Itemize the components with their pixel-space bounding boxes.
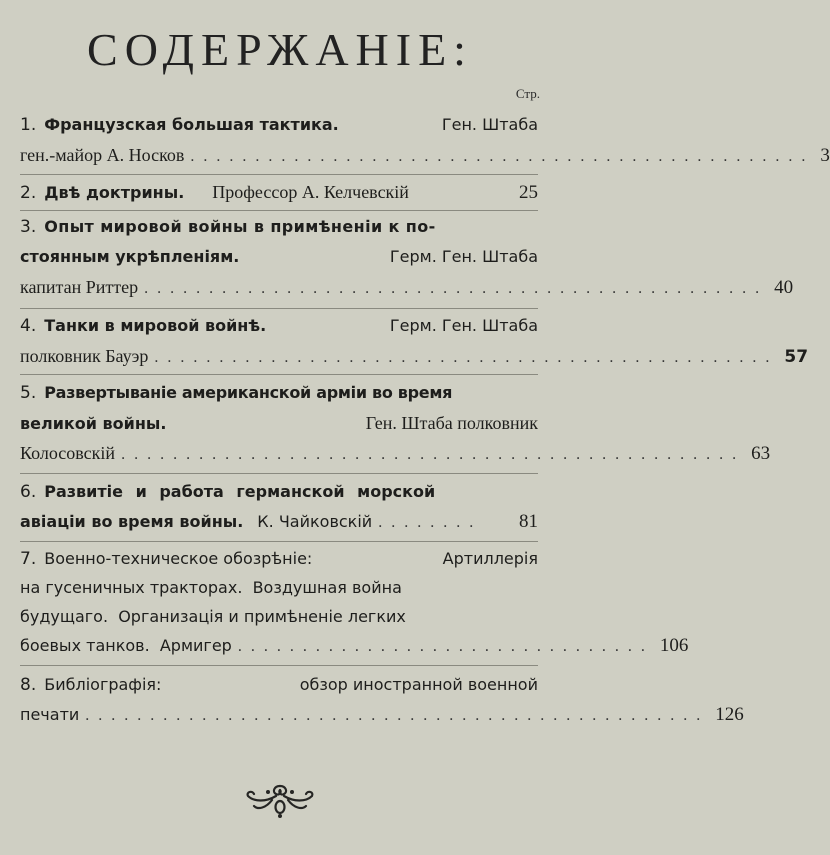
entry-number: 6. (20, 482, 37, 502)
toc-entry-4-line-2[interactable] (20, 341, 809, 371)
toc-entry-8-line-1[interactable] (20, 670, 538, 700)
entry-title: Французская большая тактика. (44, 115, 339, 134)
leader-dots: ................................................ (154, 349, 779, 366)
leader-dots: ................................ (237, 638, 654, 655)
entry-divider (20, 473, 538, 474)
entry-author: Герм. Ген. Штаба (389, 247, 538, 266)
entry-subtitle: Артиллерія (442, 549, 538, 568)
entry-page-number: 3 (820, 145, 830, 166)
entry-author: капитан Риттер (20, 277, 139, 297)
page-title: СОДЕРЖАНІЕ: (87, 24, 473, 75)
entry-page-number: 106 (659, 635, 689, 656)
entry-author: Герм. Ген. Штаба (389, 316, 538, 335)
entry-subtitle: на гусеничных тракторах. Воздушная война (20, 578, 402, 597)
entry-subtitle: обзор иностранной военной (299, 675, 538, 694)
toc-entry-1-line-1[interactable] (20, 110, 538, 140)
entry-author: Колосовскій (20, 443, 116, 463)
entry-number: 7. (20, 549, 37, 569)
entry-title: Танки в мировой войнѣ. (44, 316, 267, 335)
entry-author: полковник Бауэр (20, 346, 149, 366)
toc-entry-3-line-1[interactable] (20, 212, 538, 242)
entry-title: Развитіе и работа германской морской (44, 482, 436, 501)
entry-number: 4. (20, 316, 37, 336)
entry-divider (20, 665, 538, 666)
entry-author: боевых танков. Армигер (20, 636, 232, 655)
toc-entry-6-line-2[interactable] (20, 507, 538, 537)
entry-author: Ген. Штаба (441, 115, 538, 134)
entry-page-number: 126 (715, 704, 744, 725)
entry-divider (20, 210, 538, 211)
entry-page-number: 57 (784, 347, 809, 367)
toc-entry-5-line-1[interactable] (20, 378, 538, 408)
toc-entry-2-line-1[interactable] (20, 177, 538, 207)
leader-dots: ................................................ (144, 280, 769, 297)
toc-entry-5-line-3[interactable] (20, 438, 771, 468)
entry-page-number: 25 (519, 182, 538, 203)
entry-divider (20, 541, 538, 542)
entry-author: ген.-майор А. Носков (20, 145, 185, 165)
toc-entry-6-line-1[interactable] (20, 477, 538, 507)
toc-entry-1-line-2[interactable] (20, 140, 830, 170)
entry-page-number: 40 (774, 277, 794, 298)
entry-author: К. Чайковскій (257, 512, 373, 531)
toc-entry-5-line-2[interactable] (20, 408, 538, 438)
entry-author: Ген. Штаба полковник (365, 413, 538, 433)
toc-entry-7-line-2[interactable] (20, 573, 538, 603)
entry-divider (20, 374, 538, 375)
toc-entry-3-line-3[interactable] (20, 272, 794, 302)
leader-dots: ........ (378, 514, 483, 531)
entry-number: 8. (20, 675, 37, 695)
toc-entry-8-line-2[interactable] (20, 700, 744, 730)
entry-title-continued: стоянным укрѣпленіям. (20, 247, 240, 266)
entry-title: Развертываніе американской арміи во время (44, 383, 453, 402)
toc-entry-7-line-1[interactable] (20, 544, 538, 574)
leader-dots: ................................................ (121, 446, 746, 463)
entry-title: Библіографія: (44, 675, 162, 694)
fleuron-ornament-icon (242, 780, 318, 820)
leader-dots: ................................................ (85, 707, 710, 724)
entry-divider (20, 174, 538, 175)
entry-number: 1. (20, 115, 37, 135)
entry-author: Профессор А. Келчевскій (212, 182, 409, 202)
entry-page-number: 81 (519, 511, 538, 532)
entry-subtitle: будущаго. Организація и примѣненіе легких (20, 607, 406, 626)
entry-number: 5. (20, 383, 37, 403)
toc-entry-7-line-4[interactable] (20, 631, 689, 661)
toc-entry-3-line-2[interactable] (20, 242, 538, 272)
entry-title-continued: великой войны. (20, 414, 167, 433)
toc-entry-7-line-3[interactable] (20, 602, 538, 632)
entry-title: Опыт мировой войны в примѣненіи к по- (44, 217, 436, 236)
entry-title: Двѣ доктрины. (44, 183, 185, 202)
toc-entry-4-line-1[interactable] (20, 311, 538, 341)
pages-column-label: Стр. (515, 86, 540, 101)
entry-page-number: 63 (751, 443, 771, 464)
entry-subtitle: печати (20, 705, 80, 724)
entry-title: Военно-техническое обозрѣніе: (44, 549, 313, 568)
entry-divider (20, 308, 538, 309)
entry-number: 2. (20, 183, 37, 203)
entry-number: 3. (20, 217, 37, 237)
leader-dots: ................................................ (190, 148, 815, 165)
entry-title-continued: авіаціи во время войны. (20, 512, 244, 531)
